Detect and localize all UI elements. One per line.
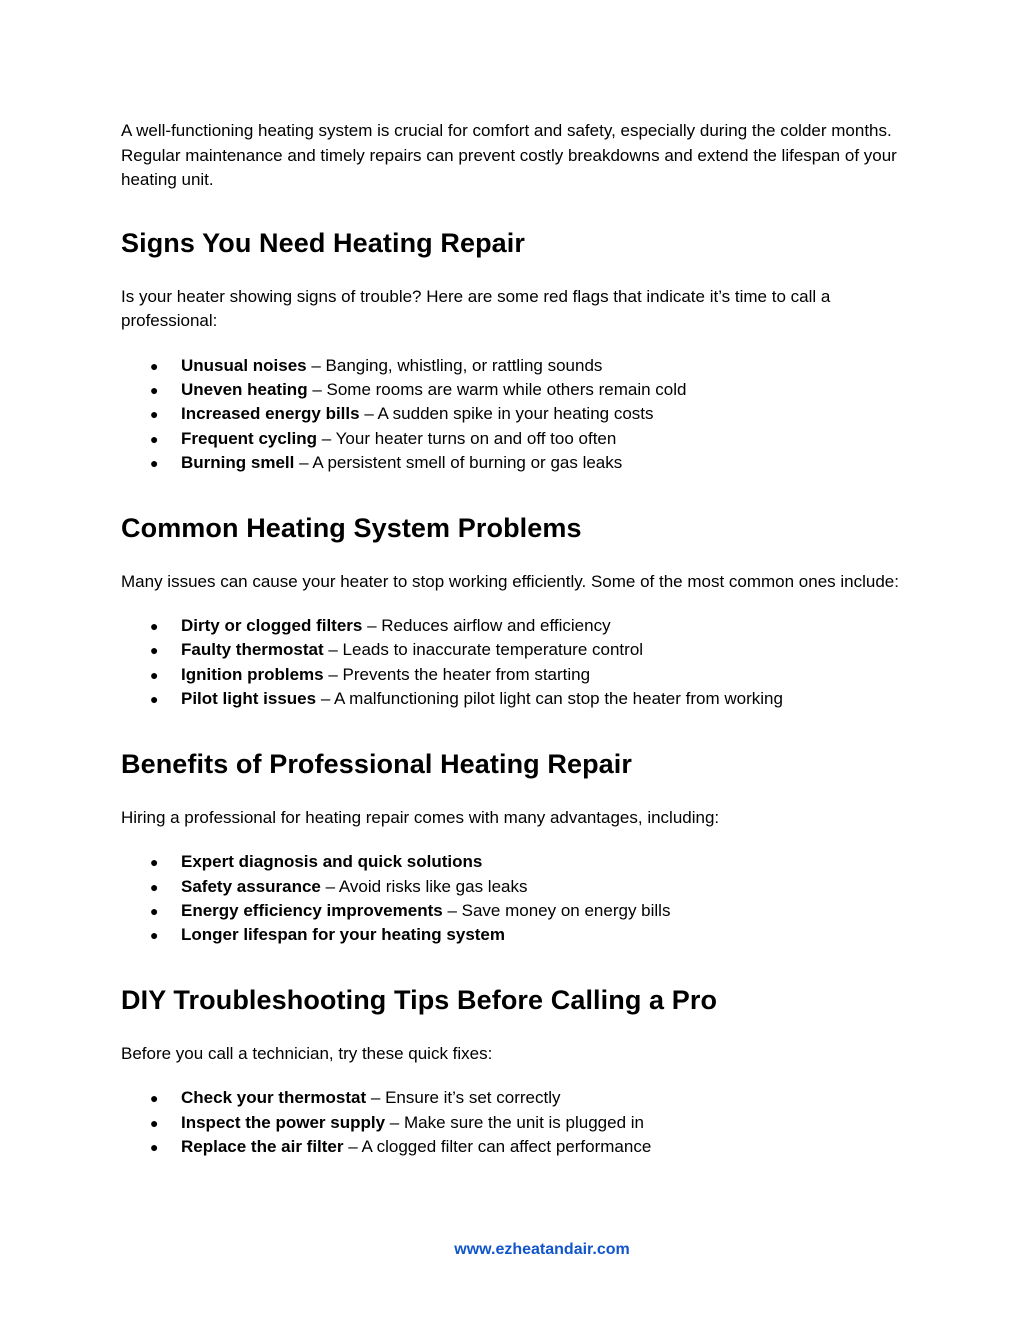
list-item	[121, 427, 911, 451]
item-bold-label: Increased energy bills	[181, 404, 360, 424]
bullet-list	[121, 1086, 911, 1159]
list-item	[121, 402, 911, 426]
bullet-icon: ●	[150, 902, 159, 919]
website-link[interactable]: www.ezheatandair.com	[454, 1241, 630, 1258]
bullet-icon: ●	[150, 357, 159, 374]
item-text: – Your heater turns on and off too often	[317, 428, 617, 448]
bullet-icon: ●	[150, 642, 159, 659]
bullet-icon: ●	[150, 1139, 159, 1156]
section-heading: Benefits of Professional Heating Repair	[121, 748, 633, 779]
section-heading: Common Heating System Problems	[121, 512, 582, 543]
list-item	[121, 354, 911, 378]
bullet-icon: ●	[150, 406, 159, 423]
item-bold-label: Uneven heating	[181, 379, 308, 399]
item-bold-label: Check your thermostat	[181, 1088, 367, 1108]
bullet-icon: ●	[150, 381, 159, 398]
bullet-icon: ●	[150, 854, 159, 871]
item-text: – A persistent smell of burning or gas leaks	[294, 453, 623, 473]
bullet-list	[121, 354, 911, 476]
list-item	[121, 687, 911, 711]
item-bold-label: Burning smell	[181, 453, 295, 473]
bullet-icon: ●	[150, 666, 159, 683]
list-item	[121, 1111, 911, 1135]
item-text: – Banging, whistling, or rattling sounds	[306, 355, 603, 375]
list-item	[121, 1086, 911, 1110]
item-text: – A sudden spike in your heating costs	[359, 404, 654, 424]
item-bold-label: Inspect the power supply	[181, 1112, 386, 1132]
section-description: Hiring a professional for heating repair comes with many advantages, including:	[121, 807, 720, 827]
item-text: – Leads to inaccurate temperature control	[323, 640, 644, 660]
item-bold-label: Safety assurance	[181, 876, 321, 896]
bullet-icon: ●	[150, 878, 159, 895]
bullet-icon: ●	[150, 927, 159, 944]
list-item	[121, 451, 911, 475]
item-text: – Ensure it’s set correctly	[366, 1088, 561, 1108]
list-item	[121, 899, 911, 923]
bullet-icon: ●	[150, 1114, 159, 1131]
item-bold-label: Pilot light issues	[181, 689, 317, 709]
item-text: – A clogged filter can affect performance	[343, 1137, 652, 1157]
section-description: Is your heater showing signs of trouble? Here are some red flags that indicate it’s time to call a professional:	[121, 286, 831, 330]
bullet-icon: ●	[150, 430, 159, 447]
bullet-icon: ●	[150, 618, 159, 635]
list-item	[121, 875, 911, 899]
section-heading: Signs You Need Heating Repair	[121, 227, 525, 258]
item-bold-label: Ignition problems	[181, 664, 324, 684]
item-text: – Make sure the unit is plugged in	[385, 1112, 644, 1132]
bullet-list	[121, 614, 911, 712]
bullet-icon: ●	[150, 1090, 159, 1107]
item-bold-label: Energy efficiency improvements	[181, 900, 443, 920]
list-item	[121, 638, 911, 662]
item-text: – Some rooms are warm while others remain cold	[307, 379, 687, 399]
intro-paragraph: A well-functioning heating system is crucial for comfort and safety, especially during the colder months. Regular maintenance and timely repairs can prevent costly breakdowns and extend the lifespan of your heating unit.	[121, 121, 897, 189]
list-item	[121, 663, 911, 687]
item-text: – A malfunctioning pilot light can stop the heater from working	[316, 689, 783, 709]
section-description: Many issues can cause your heater to stop working efficiently. Some of the most common ones include:	[121, 571, 899, 591]
item-text: – Save money on energy bills	[442, 900, 671, 920]
section-heading: DIY Troubleshooting Tips Before Calling a Pro	[121, 984, 718, 1015]
list-item	[121, 850, 911, 874]
list-item	[121, 923, 911, 947]
document-body	[121, 119, 911, 1194]
item-bold-label: Faulty thermostat	[181, 640, 324, 660]
item-bold-label: Expert diagnosis and quick solutions	[181, 852, 483, 872]
list-item	[121, 378, 911, 402]
list-item	[121, 614, 911, 638]
item-text: – Reduces airflow and efficiency	[362, 616, 611, 636]
item-bold-label: Longer lifespan for your heating system	[181, 925, 506, 945]
list-item	[121, 1135, 911, 1159]
bullet-icon: ●	[150, 455, 159, 472]
section-description: Before you call a technician, try these quick fixes:	[121, 1043, 493, 1063]
item-text: – Prevents the heater from starting	[323, 664, 591, 684]
item-bold-label: Replace the air filter	[181, 1137, 344, 1157]
bullet-list	[121, 850, 911, 948]
bullet-icon: ●	[150, 691, 159, 708]
item-bold-label: Unusual noises	[181, 355, 307, 375]
item-bold-label: Frequent cycling	[181, 428, 318, 448]
item-bold-label: Dirty or clogged filters	[181, 616, 363, 636]
item-text: – Avoid risks like gas leaks	[320, 876, 528, 896]
